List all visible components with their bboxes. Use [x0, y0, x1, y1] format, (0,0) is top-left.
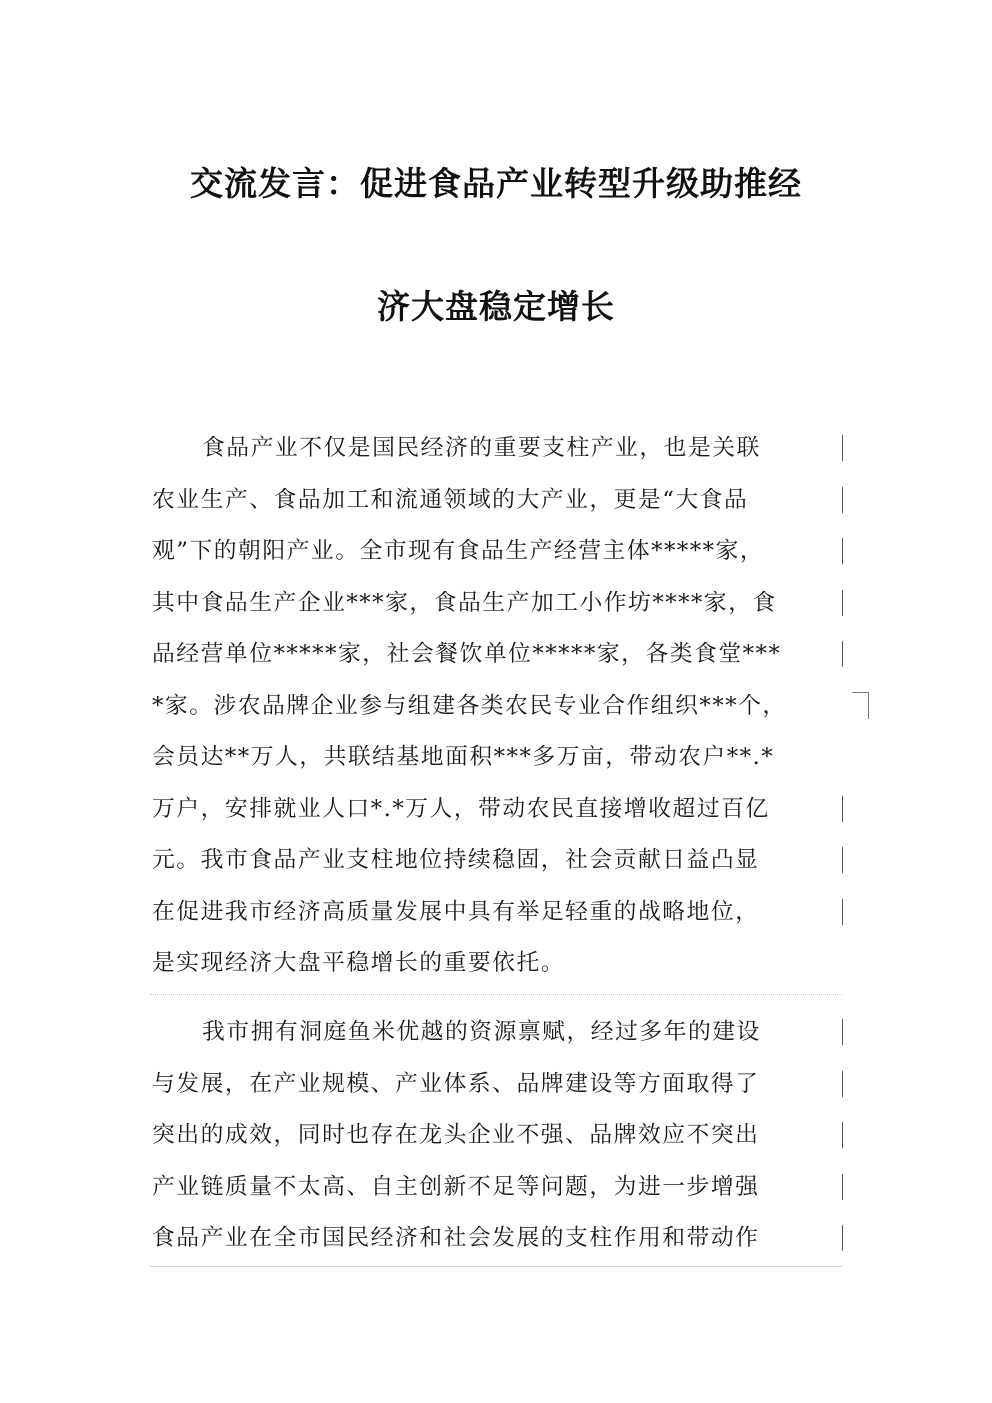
paragraph-1-line: *家。涉农品牌企业参与组建各类农民专业合作组织***个， — [152, 693, 787, 719]
paragraph-1-line: 农业生产、食品加工和流通领域的大产业，更是“大食品 — [152, 487, 749, 513]
margin-marker — [842, 1071, 843, 1097]
document-title-line-2: 济大盘稳定增长 — [377, 287, 615, 326]
paragraph-1-line: 品经营单位*****家，社会餐饮单位*****家，各类食堂*** — [152, 641, 782, 667]
paragraph-1-line: 会员达**万人，共联结基地面积***多万亩，带动农户**.* — [152, 744, 775, 770]
paragraph-2-line: 突出的成效，同时也存在龙头企业不强、品牌效应不突出 — [152, 1122, 760, 1148]
margin-marker — [842, 847, 843, 873]
margin-marker — [842, 641, 843, 667]
paragraph-1-line: 万户，安排就业人口*.*万人，带动农民直接增收超过百亿 — [152, 796, 770, 822]
margin-marker — [842, 487, 843, 513]
paragraph-separator — [150, 994, 842, 995]
page-bottom-rule — [150, 1266, 842, 1267]
paragraph-1-line: 观”下的朝阳产业。全市现有食品生产经营主体*****家， — [152, 538, 765, 564]
margin-marker — [842, 1122, 843, 1148]
paragraph-2-line: 与发展，在产业规模、产业体系、品牌建设等方面取得了 — [152, 1071, 760, 1097]
document-title-line-1: 交流发言：促进食品产业转型升级助推经 — [190, 164, 802, 203]
paragraph-1-line: 是实现经济大盘平稳增长的重要依托。 — [152, 950, 566, 976]
margin-marker — [842, 590, 843, 616]
paragraph-2-line: 产业链质量不太高、自主创新不足等问题，为进一步增强 — [152, 1174, 760, 1200]
margin-marker — [842, 899, 843, 925]
paragraph-1-line: 其中食品生产企业***家，食品生产加工小作坊****家，食 — [152, 590, 777, 616]
margin-marker — [842, 538, 843, 564]
margin-marker — [842, 1019, 843, 1045]
margin-marker — [842, 1225, 843, 1251]
margin-corner-marker — [852, 692, 869, 719]
paragraph-1-line: 食品产业不仅是国民经济的重要支柱产业，也是关联 — [202, 435, 761, 461]
paragraph-2-line: 食品产业在全市国民经济和社会发展的支柱作用和带动作 — [152, 1225, 760, 1251]
margin-marker — [842, 435, 843, 461]
paragraph-1-line: 在促进我市经济高质量发展中具有举足轻重的战略地位， — [152, 899, 760, 925]
margin-marker — [842, 1174, 843, 1200]
paragraph-2-line: 我市拥有洞庭鱼米优越的资源禀赋，经过多年的建设 — [202, 1019, 761, 1045]
margin-marker — [842, 796, 843, 822]
paragraph-1-line: 元。我市食品产业支柱地位持续稳固，社会贡献日益凸显 — [152, 847, 760, 873]
